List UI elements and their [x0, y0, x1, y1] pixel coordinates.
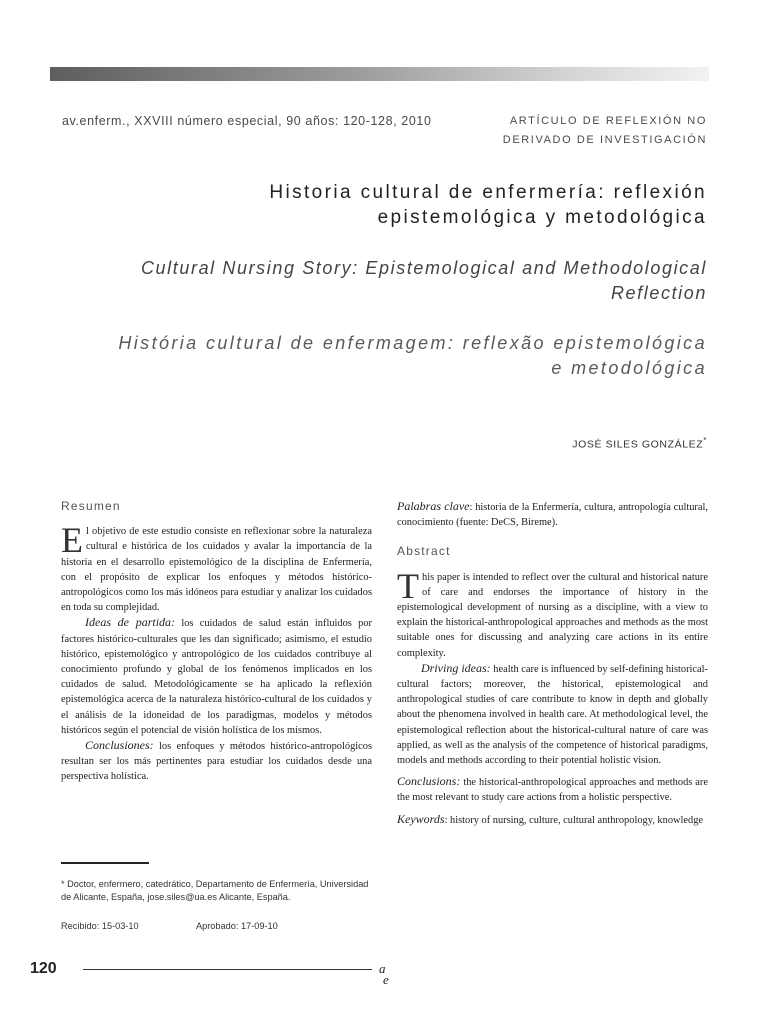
left-column [61, 499, 372, 785]
title-english: Cultural Nursing Story: Epistemological and Methodological Reflection [140, 258, 707, 303]
abstract-keywords-label: Keywords [397, 811, 445, 826]
received-date: Recibido: 15-03-10 [61, 921, 139, 931]
page-number: 120 [30, 960, 57, 977]
abstract-intro-text: his paper is intended to reflect over the cultural and historical nature of care and endorses the importance of history in the epistemological development of nursing as a discipline, with a view to explain the historical-anthropological approaches and methods as the most suitable ones for discussing and analyzing care actions in its entire complexity. [397, 571, 708, 659]
abstract-conclusions [397, 774, 708, 805]
author-name: JOSÉ SILES GONZÁLEZ [572, 438, 704, 451]
resumen-conclusiones [61, 738, 372, 785]
palabras-clave-label: Palabras clave [397, 499, 470, 513]
resumen-dropcap: E [61, 520, 83, 561]
author-line [572, 436, 707, 451]
title-portuguese: História cultural de enfermagem: reflexão epistemológica e metodológica [118, 333, 707, 378]
abstract-dropcap: T [397, 565, 419, 606]
palabras-clave [397, 499, 708, 530]
submission-dates [61, 921, 372, 931]
author-footnote-mark: * [703, 436, 707, 445]
resumen-intro [61, 520, 372, 615]
footnote-divider [61, 862, 149, 864]
abstract-intro [397, 565, 708, 661]
journal-logo-a: a [379, 961, 386, 976]
article-type-line2: DERIVADO DE INVESTIGACIÓN [502, 134, 707, 146]
title-spanish: Historia cultural de enfermería: reflexión epistemológica y metodológica [269, 182, 707, 228]
page-footer-rule [83, 969, 372, 970]
journal-logo-icon [378, 960, 394, 986]
abstract-conclusions-text: the historical-anthropological approaches and methods are the most relevant to study care actions from a holistic perspective. [397, 777, 708, 804]
journal-logo-e: e [383, 972, 389, 986]
abstract-ideas-text: health care is influenced by self-defining historical-cultural factors; moreover, the historical, epistemological and anthropological studies of care contribute to know in depth and globally about the phenomena involved in health care. At methodological level, the epistemological reflection about the historical-cultural nature of care was applied, as well as the analysis of the competence of historical paradigms, models and methods according to their potential holistic vision. [397, 663, 708, 767]
approved-date: Aprobado: 17-09-10 [196, 921, 278, 931]
abstract-ideas-label: Driving ideas: [421, 660, 491, 675]
abstract-ideas [397, 661, 708, 768]
resumen-ideas [61, 615, 372, 738]
author-footnote: * Doctor, enfermero, catedrático, Departamento de Enfermería, Universidad de Alicante, España, jose.siles@ua.es Alicante, España. [61, 879, 369, 902]
resumen-ideas-label: Ideas de partida: [85, 615, 176, 630]
abstract-heading: Abstract [397, 544, 451, 559]
abstract-keywords-text: : history of nursing, culture, cultural anthropology, knowledge [444, 814, 704, 826]
resumen-intro-text: l objetivo de este estudio consiste en reflexionar sobre la naturaleza cultural e histórica de los cuidados y avalar la importancia de la historia en el desarrollo epistemológico de la disciplina de Enfermería, con el propósito de explicar los enfoques y métodos histórico-antropológicos como los más idóneos para estudiar y analizar los cuidados en toda su complejidad. [61, 526, 372, 614]
right-column [397, 499, 708, 828]
resumen-heading: Resumen [61, 499, 121, 513]
header-gradient-bar [50, 67, 709, 81]
journal-reference: av.enferm., XXVIII número especial, 90 años: 120-128, 2010 [62, 114, 432, 128]
resumen-conclusiones-text: los enfoques y métodos histórico-antropológicos resultan ser los más pertinentes para estudiar los cuidados desde una perspectiva holística. [61, 741, 372, 783]
article-type-line1: ARTÍCULO DE REFLEXIÓN NO [509, 115, 707, 127]
abstract-conclusions-label: Conclusions: [397, 774, 461, 789]
resumen-ideas-text: los cuidados de salud están influidos por factores histórico-culturales que les dan significado; asimismo, el estudio histórico, epistemológico y antropológico de los cuidados contribuye al conocimiento profundo y global de los fenómenos implicados en los cuidados de salud. Metodológicamente se ha aplicado la reflexión epistemológica acerca de la naturaleza histórico-cultural de los cuidados y el análisis de la idoneidad de los paradigmas, modelos y métodos históricos según el potencial de visión holística de los mismos. [61, 618, 372, 736]
journal-header [62, 112, 707, 150]
abstract-keywords [397, 812, 708, 828]
resumen-conclusiones-label: Conclusiones: [85, 738, 154, 753]
palabras-clave-text: : historia de la Enfermería, cultura, antropología cultural, conocimiento (fuente: DeCS, Bireme). [397, 502, 708, 529]
